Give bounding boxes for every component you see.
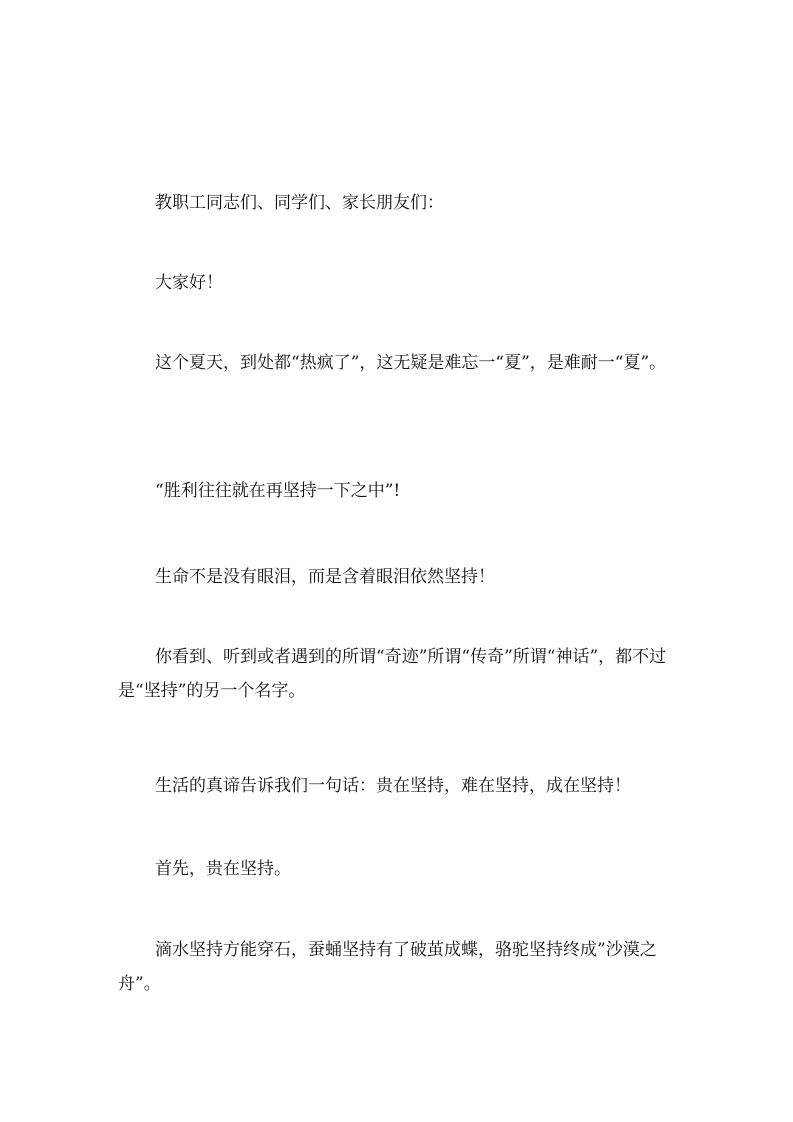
- greeting: 大家好！: [155, 273, 223, 293]
- salutation: 教职工同志们、同学们、家长朋友们：: [155, 193, 444, 213]
- paragraph-truth: 生活的真谛告诉我们一句话：贵在坚持，难在坚持，成在坚持！: [155, 776, 631, 796]
- paragraph-examples: 滴水坚持方能穿石，蚕蛹坚持有了破茧成蝶，骆驼坚持终成”沙漠之舟”。: [118, 940, 657, 994]
- paragraph-tears: 生命不是没有眼泪，而是含着眼泪依然坚持！: [155, 567, 495, 587]
- paragraph-summer: 这个夏天，到处都“热疯了”，这无疑是难忘一“夏”，是难耐一“夏”。: [155, 353, 667, 373]
- paragraph-miracles: 你看到、听到或者遇到的所谓“奇迹”所谓“传奇”所谓“神话”，都不过是“坚持”的另一个名字。: [118, 647, 667, 701]
- paragraph-victory-quote: “胜利往往就在再坚持一下之中”!: [155, 481, 401, 501]
- paragraph-first-point: 首先，贵在坚持。: [155, 859, 291, 879]
